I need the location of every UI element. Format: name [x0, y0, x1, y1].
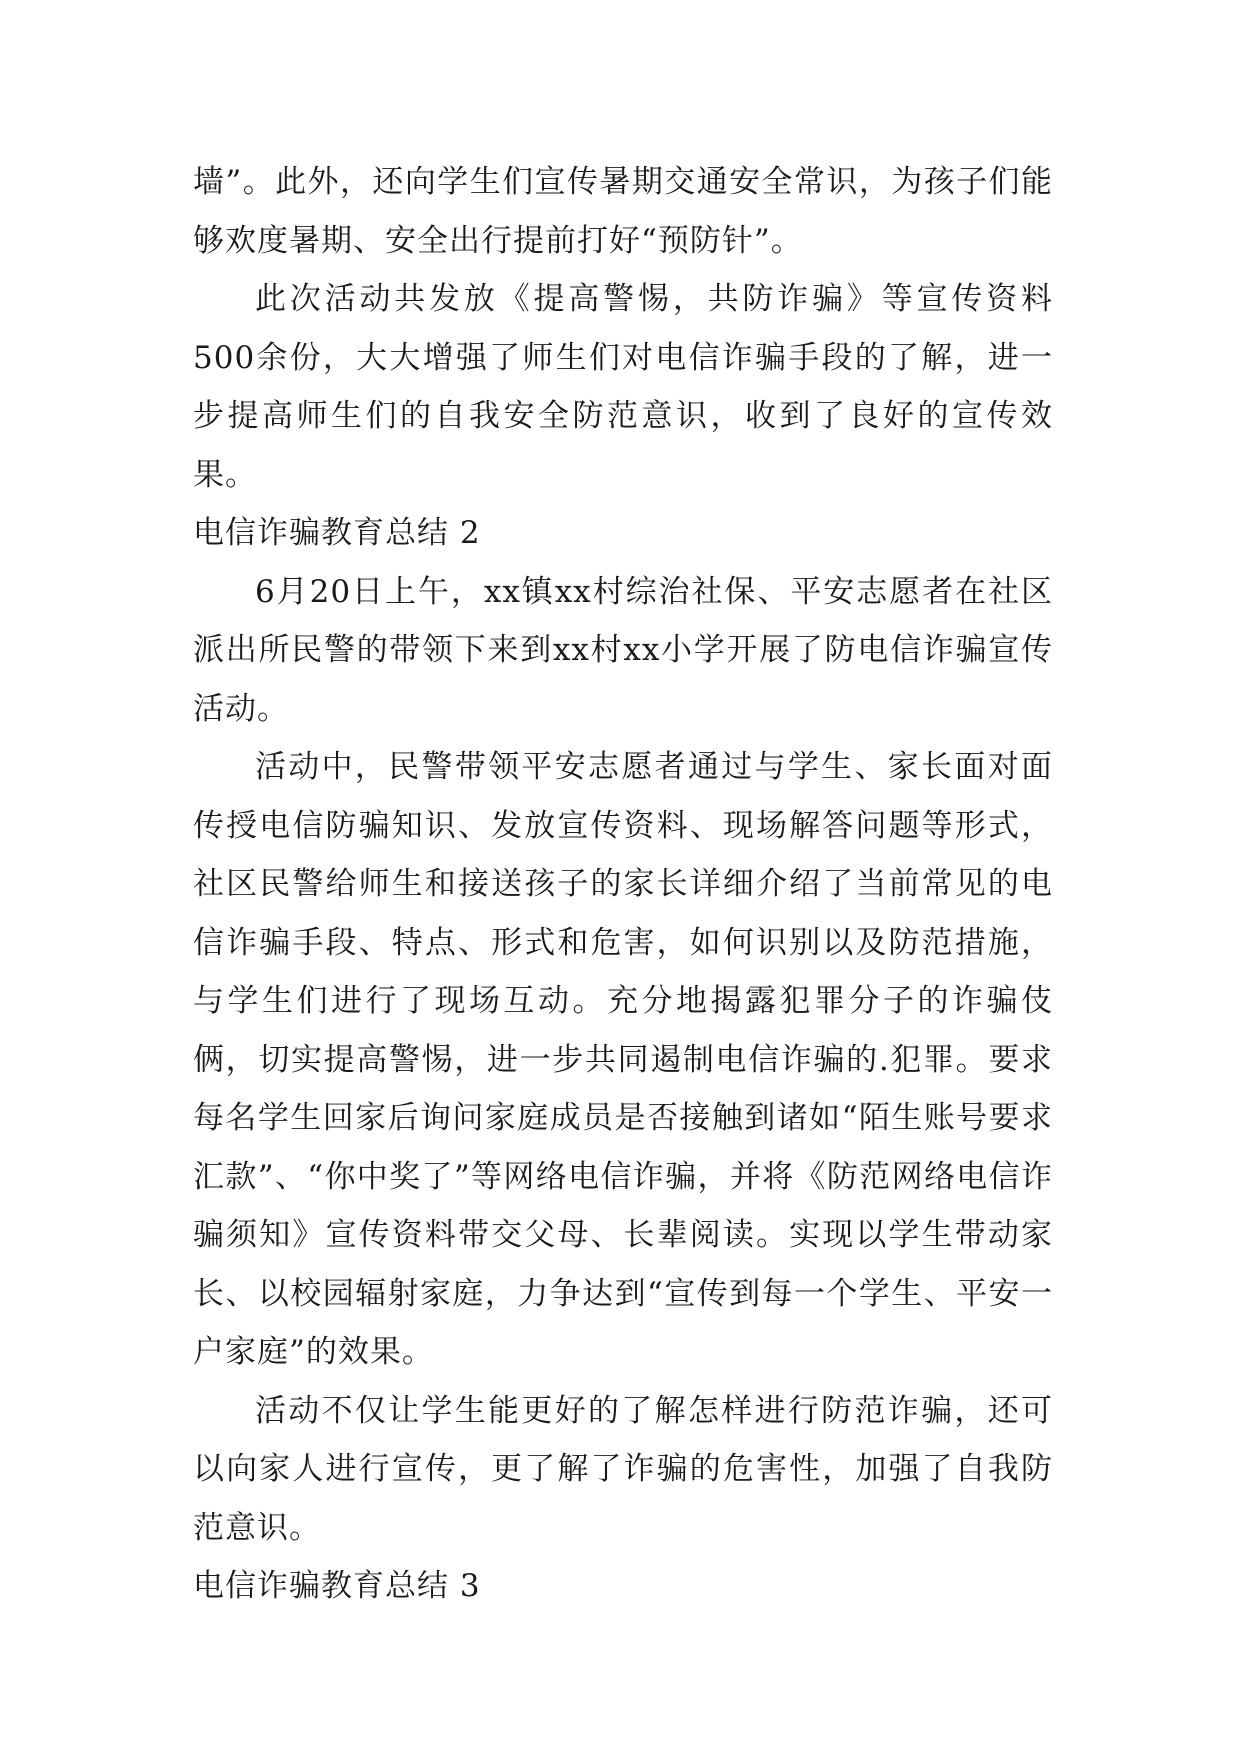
section-heading: 电信诈骗教育总结 2 [193, 515, 481, 551]
section-heading: 电信诈骗教育总结 3 [193, 1568, 481, 1604]
paragraph: 6月20日上午，xx镇xx村综治社保、平安志愿者在社区派出所民警的带领下来到xx村xx小学开展了防电信诈骗宣传活动。 [193, 573, 1053, 727]
paragraph: 活动不仅让学生能更好的了解怎样进行防范诈骗，还可以向家人进行宣传，更了解了诈骗的危害性，加强了自我防范意识。 [193, 1392, 1053, 1546]
paragraph: 活动中，民警带领平安志愿者通过与学生、家长面对面传授电信防骗知识、发放宣传资料、现场解答问题等形式，社区民警给师生和接送孩子的家长详细介绍了当前常见的电信诈骗手段、特点、形式和危害，如何识别以及防范措施，与学生们进行了现场互动。充分地揭露犯罪分子的诈骗伎俩，切实提高警惕，进一步共同遏制电信诈骗的.犯罪。要求每名学生回家后询问家庭成员是否接触到诸如“陌生账号要求汇款”、“你中奖了”等网络电信诈骗，并将《防范网络电信诈骗须知》宣传资料带交父母、长辈阅读。实现以学生带动家长、以校园辐射家庭，力争达到“宣传到每一个学生、平安一户家庭”的效果。 [193, 749, 1053, 1370]
paragraph: 此次活动共发放《提高警惕，共防诈骗》等宣传资料500余份，大大增强了师生们对电信诈骗手段的了解，进一步提高师生们的自我安全防范意识，收到了良好的宣传效果。 [193, 281, 1053, 493]
paragraph-continuation: 墙”。此外，还向学生们宣传暑期交通安全常识，为孩子们能够欢度暑期、安全出行提前打好“预防针”。 [193, 164, 1053, 259]
document-body [193, 153, 1053, 1616]
